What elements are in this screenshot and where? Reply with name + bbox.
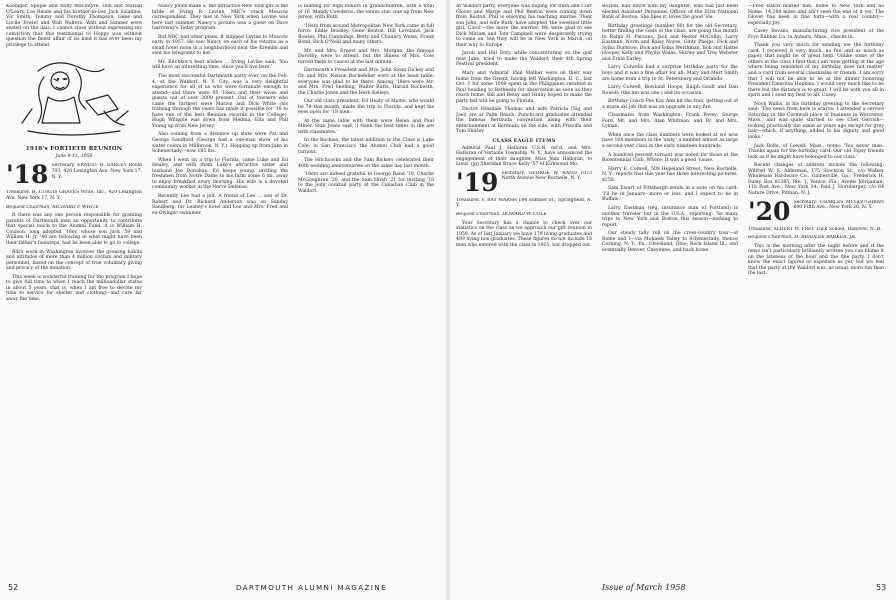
reunion-dates: June 9-11, 1958 (55, 153, 93, 159)
paragraph: It there was any one person responsible for granting parents of Dartmouth men an opportunity to contribute that special touch to the Alumni Fund, it is William H. Coulson, long adopted '18er, whose son Jack '59 and William H. Jr. '40 are following in what might have been their father's footsteps, had he been able to go to college. (6, 213, 142, 246)
paragraph: Jack Bolfe, of Lowell, Mass., notes: 'You never miss. Thanks again for the birthday card. Our old Topsy friends look as if he might have belonged to our class.' (748, 143, 884, 160)
paragraph: Also coming from a distance up state were Pat and George Sandford (George had a one-man show of his water colors in Millbrook, N. Y.). Hopping up from Jake in Schenectady—now 185 lbs. (152, 132, 288, 155)
paragraph: Koeniger, Spique and Roby MacIntyre, Don and Marian O'Leary, Les Reade and his brother-in-law, Jack Saladine, Vic Smith, Tommy and Dorothy Thompson, Gene and Lucile Towler and Walt Walters. Walt and Sumner were seated on the dais. I cannot close without expressing my conviction that this testimonial to Hoppy was without question the finest affair of its kind it has ever been my privilege to attend. (6, 4, 142, 48)
paragraph: This week is wonderful training for the program I hope to give full time to when I reach the milliondollar status in about 5 years, that is, when I am free to devote my time to service for shelter and clothing—and care far away the time. (6, 274, 142, 302)
class-secretary: Secretary, ERNEST H. EARLEY Room 703, 420 Lexington Ave. New York 17, N. Y. (51, 163, 142, 180)
paragraph: Recent changes of address include the following: Wilfred W. S. Alderman, 175 Stockton St., c/o Walker Wholesale Hardware Co., Gainesville, Ga.; Frederick H. Daley, Box 81385, Rte. 1, Venice, Fla.; Avedis Mirijanian, 118 Post Ave., New York 34; Paul J. Hornberger, c/o 64 Nature Drive, Pitman, N. J. (748, 163, 884, 196)
paragraph: In the Rockies, the latest addition to the Class is Luke Cole; in San Francisco the Alumni Club had a good turnout. (298, 138, 434, 155)
paragraph: Admiral Paul J. Halloran U.S.N. ret'd, and Mrs. Halloran of Verlaine Township, N. Y., have announced the engagement of their daughter, Miss Jean Halloran, to Lieut. (jg) Sheridan Bruce Kelly '57 of Kirkwood Mo. (456, 145, 592, 168)
paragraph: Boston, had lunch with my daughter, who had just been elected Assistant Personnel Officer of the First National Bank of Boston. She likes it, loves the good 'ole. (602, 4, 738, 21)
class-secretary: Secretary, CHARLES MCGOUGHRAN 600 Fifth Ave., New York 20, N. Y. (793, 199, 884, 211)
paragraph: Our old class president, Ed Healy of Maine, who would be 78 this month, made the trip to Florida, and kept his eyes open for '18 men. (298, 99, 434, 116)
paragraph: Dartmouth's President and Mrs. John Sloan Dickey and Dr. and Mrs. Nelson Rockefeller were at the head table; everyone was glad to be there. Among '18ers were Mr. and Mrs. Fred Snelling, Walter Butts, Harold Beckwith, the Charlie Jones and the Herb Kelleys. (298, 68, 434, 96)
paragraph: Birthday Coach Pee Kay Ann hit the trail, getting out of a warm ski job that was an upgrade in any fire. (602, 99, 738, 110)
class-bequest-chairman: Bequest Chairman, RICHARD P. WHITE (6, 204, 99, 210)
class-numeral: '18 (6, 163, 49, 188)
paragraph: Recently Lee had a jolt. A friend of Lee ... son of Dr. Robert and Dr. Richard Anderson was on Sunday Sandberg, for Leaney's hotel and Lee and Mrs. Fred and ex-Olympic swimmer. (152, 193, 288, 216)
paragraph: The most successful Dartmouth party ever, on the Feb. 4, at the Waldorf. N. Y. City, was a very delightful experience for all of us who were fortunate enough to attend—and there were 95 '18ers and their wives and guests out of over 2000 present. Out of towners who came the farthest were Marion and Dick White (his training through the years has made it possible for '18 to have one of the best Reunion records in the College). Hugh Whipple was down from Medina, Ella and Phil Young up from New Jersey. (152, 74, 288, 129)
class-treasurer: Treasurer, F. RAY MARSH 184 Sumner St., Springfield, N. Y. (456, 197, 592, 209)
paragraph: Larry Eastman (reg, insurance man of Portland) is another traveler but in the U.S.A., reporting: 'So many trips to New York and Boston this season—nothing to report.' (602, 205, 738, 228)
paragraph: Classmates from Washington: Frank Pevey; Sturge Ford, Mr. and Mrs. Alan Whitman, and Dr. and Mrs. Lyman. (602, 113, 738, 130)
left-column-3 (298, 4, 434, 564)
paragraph: At Waldorf party, everyone was hoping for Ruth and Curt Glover and Marge and Phil Benton were coming down from Boston. Phil is enjoying his teaching marine. Their son John, and wife Ruth, have adopted 'the sweetest little girl, Carol'—the more the merrier. We were glad to see Dick Miriam and Tom Campbell were desperately trying to come on, but they will be in New York in March, on their way to Europe. (456, 4, 592, 48)
class-numeral: '20 (748, 199, 791, 224)
paragraph: Birthday greetings (number 60) for the old Secretary, better finding the Gods of the class, are going this month to Ralph H. Parsons, Jack and Rester McCollin, Larry Eastman, Norm and Raisy Noyes, Ginty Phelps, Dick and Sylba Durbrow, Dick and Edna Werthman, Bob and Hattie Hooper, Kelly and Phyllis Wallis, Shirley and Trey Webster and Ernie Earley. (602, 23, 738, 62)
page-number-right: 53 (876, 583, 887, 592)
class-header-19 (456, 171, 592, 195)
right-column-3 (748, 4, 884, 564)
paragraph: When once the class numbers were looked at we now have 108 members in the 'sixty,' a number almost as large a second-year class in the early nineteen hundreds. (602, 132, 738, 150)
paragraph: At the same table with them were Helen and Paul Miner. Stan Jones said, 'I think the best times in life are with classmates.' (298, 118, 434, 135)
paragraph: The Hitchcocks and the Sam Bickers celebrated their 40th wedding anniversaries on the same day last month. (298, 158, 434, 169)
class-header-18 (6, 163, 142, 187)
class-bequest-chairman: Bequest Chairman, HOWARD W. COLE (456, 211, 547, 217)
class-numeral: '19 (456, 170, 499, 195)
right-column-1 (456, 4, 592, 564)
paragraph: When I went on a trip to Florida, came Luke and Ed Healey, and with them Luke's attractive sister and husband Joe Donohue. Ed keeps young, inviting the freshmen from Notre Dame to his farm some 6 mi. away to enjoy breakfast every morning. His wife is a devoted community worker in the Nerve Defense. (152, 157, 288, 191)
paragraph: Our steady tally roll on the cross-country tour—of Rome and I—via Mohawk Valley to Schenectady, thence Corning, N. Y., Pa., Cleveland, Ohio; Rock Island Ill.; and eventually Denver, Cheyenne, and back home. (602, 231, 738, 253)
paragraph: Nock Wallis, in his birthday greeting to the Secretary said: 'The news from here is scarce. I attended a service Saturday in the Cornwall place of business in Worcester, Mass., and was quite startled to see Chet Gerrish—looking practically the same as years ago except for grey hair—which, if anything, added to his dignity and good looks.' (748, 101, 884, 141)
paragraph: Larry Colwells had a surprise birthday party for the boys and it was a fine affair for all. Mary and Mert Smith are home from a trip to St. Petersburg and Orlando. (602, 65, 738, 82)
paragraph: Mary and 'Admiral' Paul Mather were on their way home from the Orient, having left Washington, D. C., last Oct. 1 for some 1000 spent in the Philippines resulted in Paul heading to Bethesda for observation as soon as they reach home. Bill and Betsy and Hinny hoped to make the party but will be going to Florida. (456, 71, 592, 104)
paragraph: Sam Ewart of Pittsburgh sends in a note on his card: 'I'll be in January—more or less, and I expect to be in Buffalo.' (602, 186, 738, 203)
paragraph: '18ers from around Metropolitan New York came in full force: Eddie Bradley, Gene Beaton, Bill Loveland, Jack Bowles, Phil Cummings, Betty and Chauncy Wales, Frank Bond, Dick O'Neill and many others. (298, 23, 434, 46)
paragraph: —Fred Balch missed him, home to New York and no Home. 14,288 miles and ain't seen the end of it yet. The Glover has been in fine form—with a real country—especially Joy. (748, 4, 884, 26)
paragraph: Mr. Bitchkov's best wishes ... Irving Levine said: 'You will have an interesting time, since you'll live here.' (152, 59, 288, 71)
paragraph: A hundred percent turnout was noted for those at the Bicentennial Club. Where: It was a good 'cause. (602, 152, 738, 164)
paragraph: Nancy Jones made a, the attractive New York girl is the bride of Irving R. Levine, NBC's crack Moscow correspondent. They met in New York when Levine was here last summer. Nancy's picture was a guest on Dave Garroway's Today program. (152, 4, 288, 32)
left-column-2 (152, 4, 288, 564)
paragraph: Thank you very much for sending me the birthday card. I received it very much, no fun and as much as paper, that might be of great help. Unlike some of the others in the class I find that I am 'now getting at the age where being reminded of my birthday does not matter' and a card from several classmates or friends. I am sorry that I will not be able to be at the dinner honoring President Emeritus Hopkins. I would very much like to be there but the distance is to great. I will be with you all in spirit and I send my best to all. Casey. (748, 43, 884, 99)
paragraph: '18ers are indeed grateful to George Rand '19, Charlie McGoughran '20, and the Sam Hirsh '21 for inviting '18 to the joint cocktail party at the Canadian Club in the Waldorf. (298, 172, 434, 194)
paragraph: This is the morning after the night before and if the news isn't particularly brilliantly written you can blame it on the lateness of the hour and the fine party. I don't know the exact figures or expenses as yet, but we feel that the party at the Waldorf was, as usual, more fun than the last. (748, 243, 884, 277)
paragraph: Doctor Hinsdale Thomas and wife Patricia (Sig and Joel) are at Palm Beach. Punchcard graduates attended the famous Bermuda convention along with their entertainment at Bermuda on the side, with Priscilla and Tom Shirley. (456, 107, 592, 135)
paragraph: Bill's work in Washington involves the growing habits and attitudes of more than 4 million civilian and military personnel, based on the concept of true voluntary giving and privacy of the donation. (6, 249, 142, 272)
page-number-left: 52 (8, 583, 19, 592)
issue-date: Issue of March 1958 (602, 583, 686, 592)
paragraph: Casey Bevans, manufacturing vice president of the Frye Rubber Co. in Auburn, Mass., checks in. (748, 29, 884, 40)
paragraph: is bidding for high honors in grandchildren, with a total of 16. Mandy Cowderos, the tennis star, was up from New Jersey, with Ruth. (298, 4, 434, 21)
class-treasurer: Treasurer, ALBERT W. FREY Tuck School, Hanover, N. H. (748, 226, 882, 232)
class-bequest-chairman: Bequest Chairman, H. BRADLEE BARKER, JR. (748, 235, 857, 241)
left-page (0, 0, 446, 600)
class-header-20 (748, 200, 884, 224)
paragraph: Your Secretary has a chance to check over our statistics on the class as we approach our gift reunion in 1959. As of last January we have 179 living graduates and 499 living non-graduates. These figures do not include 18 men who entered with the class in 1915, but dropped out. (456, 220, 592, 248)
right-column-2 (602, 4, 738, 564)
magazine-title: DARTMOUTH ALUMNI MAGAZINE (236, 584, 388, 592)
class-treasurer: Treasurer, H. CURTIS GRAVES Write, Inc., 420 Lexington Ave. New York 17, N. Y. (6, 190, 142, 202)
paragraph: Mr. and Mrs. Ernest and Mrs. Morgan, the famous Dorothy, were to attend, but the illness of Mrs. Cole forced them to cancel at the last minute. (298, 48, 434, 65)
class-secretary: Secretary, GEORGE W. RAND 1073 North Avenue New Rochelle, N. Y. (501, 170, 592, 182)
left-column-1 (6, 4, 142, 564)
paragraph: Jacob and Hal Doty, while concentrating on the golf next June, tried to make the Waldorf; their 4th Spring Festival president. (456, 51, 592, 68)
reunion-title: 1918's FORTIETH REUNION (25, 146, 123, 153)
right-page (450, 0, 896, 600)
paragraph: But NBC had other plans. It shipped Levine to Moscow early in 1957. He saw Nancy on each of his returns as a small hotel room in a neighborhood near the Kremlin and sent his telegrams to her. (152, 34, 288, 57)
cartoon-illustration (8, 51, 140, 143)
paragraph: Harry E. Colwell, 508 Hopeland Street, New Rochelle, N. Y., reports that this year has three interesting pictures, $250. (602, 166, 738, 183)
section-heading: CLASS EAGLE ITEMS (492, 138, 556, 145)
paragraph: Larry Colwell, Rowland Hoops, Ralph Gault and Dan Rowell: (the inn was one.) and its occasion. (602, 85, 738, 96)
